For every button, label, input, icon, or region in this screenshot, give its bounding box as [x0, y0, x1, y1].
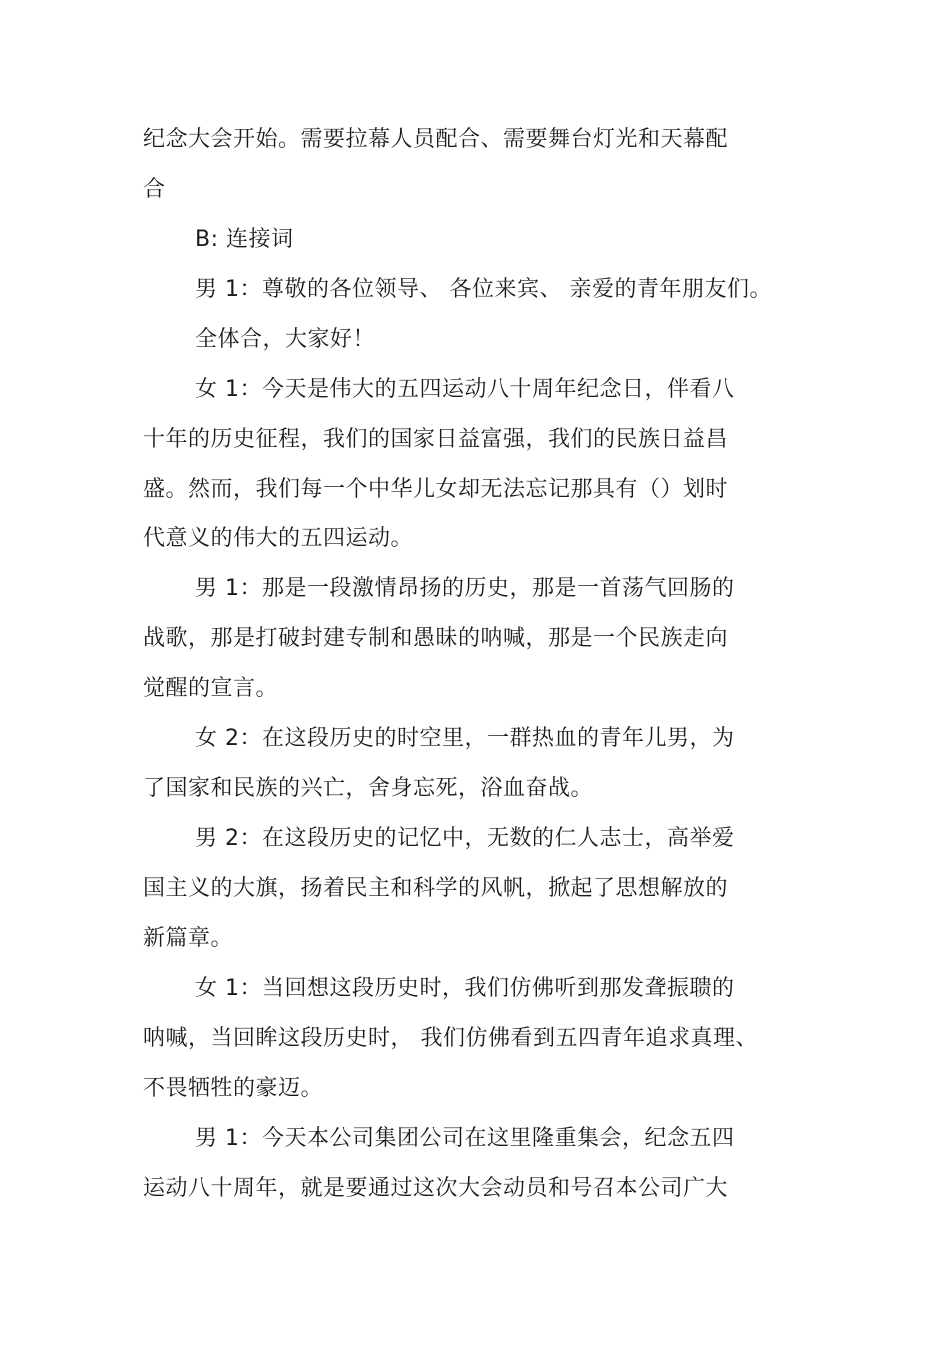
text-line: 代意义的伟大的五四运动。 — [143, 526, 414, 551]
text-line: 女 2：在这段历史的时空里，一群热血的青年儿男，为 — [195, 726, 735, 751]
text-line: 男 1：今天本公司集团公司在这里隆重集会，纪念五四 — [195, 1126, 735, 1151]
text-line: 全体合，大家好！ — [195, 327, 376, 352]
text-line: 战歌，那是打破封建专制和愚昧的呐喊，那是一个民族走向 — [143, 626, 729, 651]
text-line: 十年的历史征程，我们的国家日益富强，我们的民族日益昌 — [143, 427, 729, 452]
section-heading: B: 连接词 — [195, 227, 294, 252]
text-line: 国主义的大旗，扬着民主和科学的风帆，掀起了思想解放的 — [143, 876, 729, 901]
text-line: 男 2：在这段历史的记忆中，无数的仁人志士，高举爱 — [195, 826, 735, 851]
text-line: 男 1：那是一段激情昂扬的历史，那是一首荡气回肠的 — [195, 576, 735, 601]
text-line: 盛。然而，我们每一个中华儿女却无法忘记那具有（）划时 — [143, 477, 729, 502]
text-line: 呐喊，当回眸这段历史时， 我们仿佛看到五四青年追求真理、 — [143, 1026, 758, 1051]
text-line: 运动八十周年，就是要通过这次大会动员和号召本公司广大 — [143, 1176, 729, 1201]
text-line: 新篇章。 — [143, 926, 234, 951]
text-line: 女 1：当回想这段历史时，我们仿佛听到那发聋振聩的 — [195, 976, 735, 1001]
text-line: 了国家和民族的兴亡，舍身忘死，浴血奋战。 — [143, 776, 594, 801]
text-line: 男 1：尊敬的各位领导、 各位来宾、 亲爱的青年朋友们。 — [195, 277, 772, 302]
text-line: 合 — [143, 177, 166, 202]
text-line: 纪念大会开始。需要拉幕人员配合、需要舞台灯光和天幕配 — [143, 127, 729, 152]
text-line: 觉醒的宣言。 — [143, 676, 279, 701]
text-line: 女 1：今天是伟大的五四运动八十周年纪念日，伴看八 — [195, 377, 735, 402]
text-line: 不畏牺牲的豪迈。 — [143, 1076, 324, 1101]
